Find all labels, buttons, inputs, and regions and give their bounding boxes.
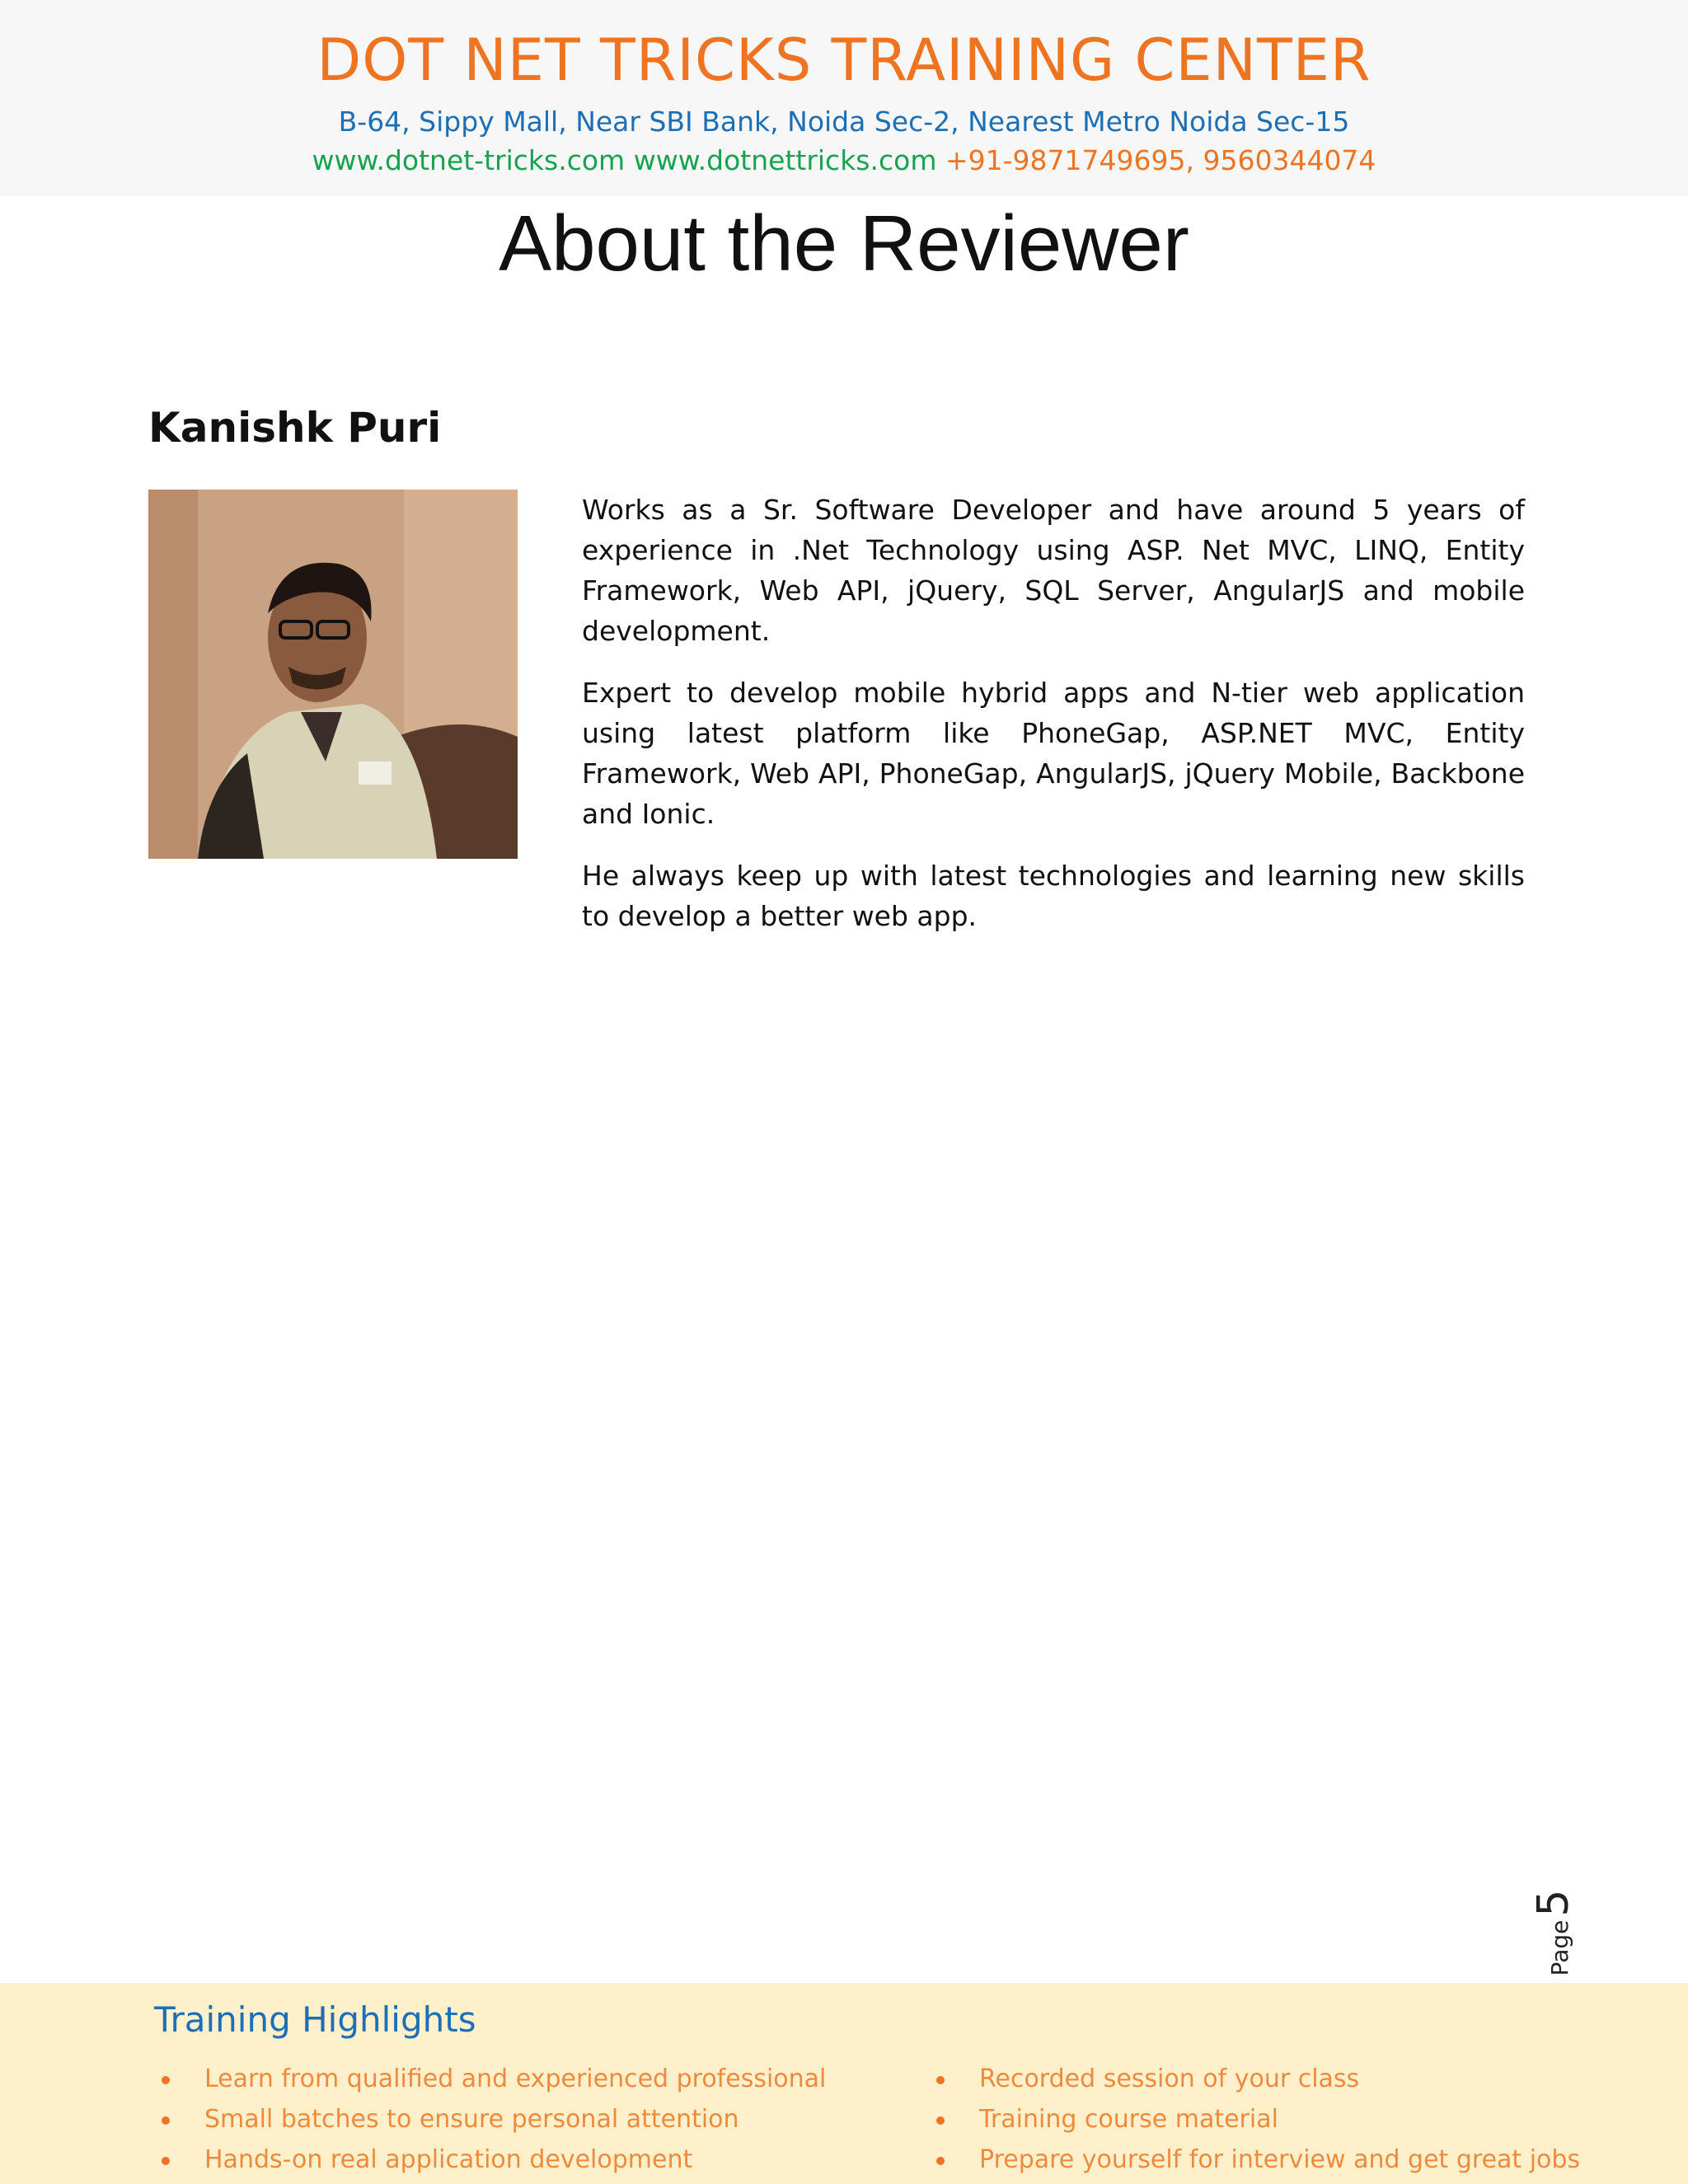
reviewer-bio <box>582 490 1525 958</box>
contact-line <box>0 142 1688 180</box>
page-number <box>1529 1891 1653 1974</box>
person-portrait-icon <box>148 490 518 859</box>
bio-paragraph: He always keep up with latest technologies and learning new skills to develop a better web app. <box>582 860 1525 932</box>
phone-numbers: +91-9871749695, 9560344074 <box>945 144 1376 176</box>
reviewer-name: Kanishk Puri <box>148 404 442 452</box>
reviewer-photo <box>148 490 518 859</box>
page-title: About the Reviewer <box>499 199 1189 288</box>
organization-name: DOT NET TRICKS TRAINING CENTER <box>316 26 1372 94</box>
list-item: Hands-on real application development <box>155 2139 826 2180</box>
bio-paragraph: Works as a Sr. Software Developer and have around 5 years of experience in .Net Technology using ASP. Net MVC, LINQ, Entity Framework, Web API, jQuery, SQL Server, AngularJS and mobile development. <box>582 494 1525 647</box>
list-item: Prepare yourself for interview and get great jobs <box>930 2139 1580 2180</box>
list-item: Small batches to ensure personal attention <box>155 2099 826 2139</box>
list-item: Training course material <box>930 2099 1580 2139</box>
organization-address: B-64, Sippy Mall, Near SBI Bank, Noida Sec-2, Nearest Metro Noida Sec-15 <box>338 105 1350 138</box>
footer-title: Training Highlights <box>154 1999 476 2040</box>
bio-paragraph: Expert to develop mobile hybrid apps and N-tier web application using latest platform like PhoneGap, ASP.NET MVC, Entity Framework, Web API, PhoneGap, AngularJS, jQuery Mobile, Backbone and Ionic. <box>582 677 1525 830</box>
highlights-list-left <box>155 2059 826 2180</box>
highlights-list-right <box>930 2059 1580 2180</box>
letterhead <box>0 0 1688 196</box>
website-link-1[interactable]: www.dotnet-tricks.com <box>312 144 626 176</box>
list-item: Recorded session of your class <box>930 2059 1580 2099</box>
page-label: Page <box>1546 1919 1573 1976</box>
page-number-value: 5 <box>1529 1889 1578 1917</box>
list-item: Learn from qualified and experienced professional <box>155 2059 826 2099</box>
website-link-2[interactable]: www.dotnettricks.com <box>633 144 937 176</box>
training-highlights-footer <box>0 1983 1688 2184</box>
